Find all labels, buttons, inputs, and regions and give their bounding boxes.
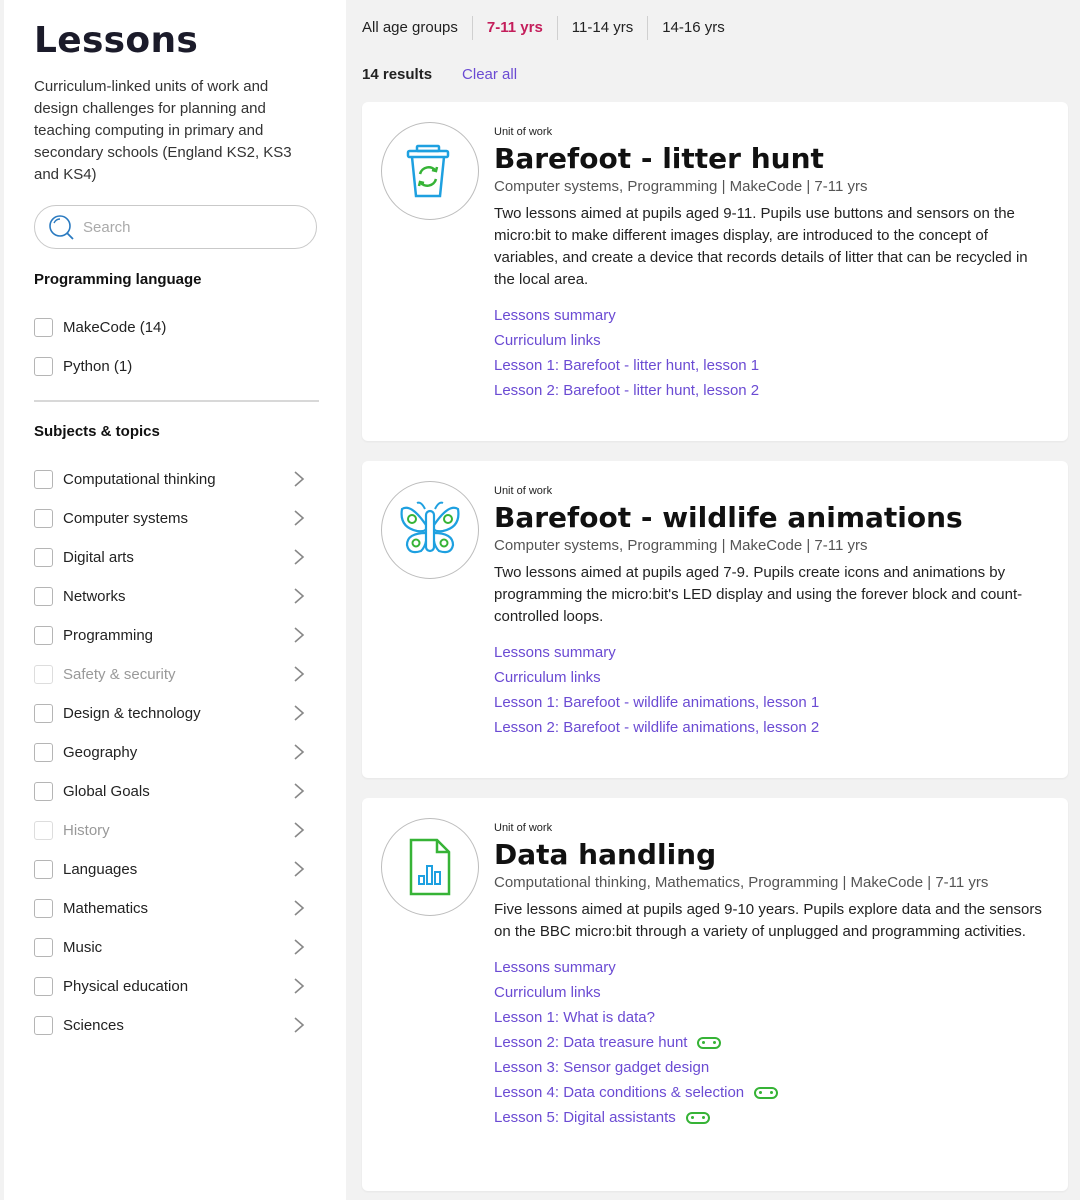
- chevron-right-icon[interactable]: [292, 821, 306, 839]
- card-meta: Computational thinking, Mathematics, Programming | MakeCode | 7-11 yrs: [494, 874, 989, 891]
- chevron-right-icon[interactable]: [292, 938, 306, 956]
- lesson-link-label: Lesson 1: Barefoot - litter hunt, lesson 1: [494, 357, 760, 374]
- language-filter-list: [34, 308, 318, 386]
- lesson-link-label: Lesson 5: Digital assistants: [494, 1109, 676, 1126]
- lesson-link[interactable]: [494, 690, 1050, 715]
- lesson-link-label: Curriculum links: [494, 984, 601, 1001]
- lesson-link-label: Lesson 2: Barefoot - wildlife animations, lesson 2: [494, 719, 820, 736]
- filter-option-music[interactable]: [34, 928, 318, 967]
- card-body: [494, 485, 1050, 740]
- lesson-link[interactable]: [494, 1105, 1050, 1130]
- filter-sidebar: [4, 0, 346, 1200]
- chevron-right-icon[interactable]: [292, 1016, 306, 1034]
- filter-option-computer-systems[interactable]: [34, 499, 318, 538]
- filter-option-label: Languages: [63, 861, 138, 878]
- card-links: [494, 303, 1050, 403]
- filter-option-label: History: [63, 822, 110, 839]
- lesson-card: [362, 461, 1068, 778]
- chevron-right-icon[interactable]: [292, 899, 306, 917]
- filter-option-label: Design & technology: [63, 705, 201, 722]
- chevron-right-icon[interactable]: [292, 782, 306, 800]
- card-kicker: Unit of work: [494, 822, 553, 834]
- filter-option-history[interactable]: [34, 811, 318, 850]
- chevron-right-icon[interactable]: [292, 587, 306, 605]
- microbit-icon: [754, 1087, 778, 1099]
- checkbox[interactable]: [34, 357, 53, 376]
- lesson-link[interactable]: [494, 955, 1050, 980]
- card-body: [494, 126, 1050, 403]
- card-kicker: Unit of work: [494, 485, 553, 497]
- filter-option-python-1[interactable]: [34, 347, 318, 386]
- checkbox[interactable]: [34, 743, 53, 762]
- filter-option-label: Computational thinking: [63, 471, 216, 488]
- page-title: Lessons: [34, 20, 199, 61]
- chevron-right-icon[interactable]: [292, 470, 306, 488]
- filter-option-label: Sciences: [63, 1017, 124, 1034]
- filter-option-label: Physical education: [63, 978, 189, 995]
- programming-language-heading: Programming language: [34, 271, 202, 288]
- sidebar-divider: [34, 400, 319, 402]
- chevron-right-icon[interactable]: [292, 626, 306, 644]
- filter-option-label: Mathematics: [63, 900, 149, 917]
- subject-filter-list: [34, 460, 318, 1045]
- filter-option-digital-arts[interactable]: [34, 538, 318, 577]
- checkbox[interactable]: [34, 318, 53, 337]
- checkbox[interactable]: [34, 1016, 53, 1035]
- filter-option-label: Digital arts: [63, 549, 134, 566]
- chevron-right-icon[interactable]: [292, 704, 306, 722]
- card-links: [494, 955, 1050, 1130]
- search-box[interactable]: [34, 205, 317, 249]
- filter-option-languages[interactable]: [34, 850, 318, 889]
- lesson-link-label: Lesson 2: Data treasure hunt: [494, 1034, 688, 1051]
- chevron-right-icon[interactable]: [292, 665, 306, 683]
- filter-option-sciences[interactable]: [34, 1006, 318, 1045]
- checkbox[interactable]: [34, 977, 53, 996]
- filter-option-label: Safety & security: [63, 666, 176, 683]
- lesson-link[interactable]: [494, 1080, 1050, 1105]
- checkbox[interactable]: [34, 821, 53, 840]
- card-description: Two lessons aimed at pupils aged 9-11. Pupils use buttons and sensors on the micro:bit to make different images display, are introduced to the concept of variables, and create a device that records details of litter that can be recycled in the local area.: [494, 205, 1028, 288]
- card-title[interactable]: Data handling: [494, 838, 717, 871]
- filter-option-label: Networks: [63, 588, 126, 605]
- tab-all-age-groups[interactable]: All age groups: [362, 19, 458, 36]
- lesson-link-label: Curriculum links: [494, 332, 601, 349]
- card-title[interactable]: Barefoot - wildlife animations: [494, 501, 963, 534]
- checkbox[interactable]: [34, 938, 53, 957]
- lesson-link-label: Lesson 1: What is data?: [494, 1009, 655, 1026]
- lesson-link-label: Lessons summary: [494, 959, 616, 976]
- chevron-right-icon[interactable]: [292, 977, 306, 995]
- lesson-link-label: Lessons summary: [494, 307, 616, 324]
- filter-option-physical-education[interactable]: [34, 967, 318, 1006]
- checkbox[interactable]: [34, 587, 53, 606]
- microbit-icon: [697, 1037, 721, 1049]
- filter-option-label: Geography: [63, 744, 138, 761]
- filter-option-label: Programming: [63, 627, 154, 644]
- lesson-link[interactable]: [494, 353, 1050, 378]
- card-meta: Computer systems, Programming | MakeCode | 7-11 yrs: [494, 537, 868, 554]
- tab-14-16-yrs[interactable]: 14-16 yrs: [647, 16, 739, 40]
- subjects-heading: Subjects & topics: [34, 423, 160, 440]
- filter-option-design-technology[interactable]: [34, 694, 318, 733]
- lesson-link-label: Lesson 3: Sensor gadget design: [494, 1059, 710, 1076]
- checkbox[interactable]: [34, 548, 53, 567]
- filter-option-label: Python (1): [63, 358, 133, 375]
- checkbox[interactable]: [34, 665, 53, 684]
- filter-option-mathematics[interactable]: [34, 889, 318, 928]
- checkbox[interactable]: [34, 782, 53, 801]
- lesson-card: [362, 798, 1068, 1191]
- results-main: [362, 0, 1068, 1126]
- lesson-card: [362, 102, 1068, 441]
- tab-11-14-yrs[interactable]: 11-14 yrs: [557, 16, 647, 40]
- microbit-icon: [686, 1112, 710, 1124]
- chevron-right-icon[interactable]: [292, 860, 306, 878]
- card-body: [494, 822, 1050, 1130]
- lesson-link[interactable]: [494, 303, 1050, 328]
- search-icon: [47, 213, 75, 241]
- lesson-link-label: Lesson 2: Barefoot - litter hunt, lesson 2: [494, 382, 760, 399]
- filter-option-safety-security[interactable]: [34, 655, 318, 694]
- filter-option-networks[interactable]: [34, 577, 318, 616]
- lesson-link-label: Lessons summary: [494, 644, 616, 661]
- card-links: [494, 640, 1050, 740]
- filter-option-geography[interactable]: [34, 733, 318, 772]
- filter-option-makecode-14[interactable]: [34, 308, 318, 347]
- checkbox[interactable]: [34, 626, 53, 645]
- filter-option-label: Music: [63, 939, 103, 956]
- lesson-link[interactable]: [494, 640, 1050, 665]
- lesson-link[interactable]: [494, 665, 1050, 690]
- chart-document-icon: [381, 818, 479, 916]
- results-summary: [362, 56, 1068, 92]
- checkbox[interactable]: [34, 899, 53, 918]
- lesson-link[interactable]: [494, 328, 1050, 353]
- checkbox[interactable]: [34, 509, 53, 528]
- tab-7-11-yrs[interactable]: 7-11 yrs: [472, 16, 557, 40]
- page-intro: Curriculum-linked units of work and design challenges for planning and teaching computing in primary and secondary schools (England KS2, KS3 and KS4): [34, 78, 292, 183]
- filter-option-label: MakeCode (14): [63, 319, 167, 336]
- card-meta: Computer systems, Programming | MakeCode | 7-11 yrs: [494, 178, 868, 195]
- lesson-link[interactable]: [494, 980, 1050, 1005]
- search-input[interactable]: [83, 219, 283, 236]
- butterfly-icon: [381, 481, 479, 579]
- checkbox[interactable]: [34, 704, 53, 723]
- chevron-right-icon[interactable]: [292, 509, 306, 527]
- chevron-right-icon[interactable]: [292, 743, 306, 761]
- filter-option-label: Global Goals: [63, 783, 150, 800]
- lesson-link[interactable]: [494, 715, 1050, 740]
- filter-option-programming[interactable]: [34, 616, 318, 655]
- card-title[interactable]: Barefoot - litter hunt: [494, 142, 824, 175]
- lesson-link[interactable]: [494, 1005, 1050, 1030]
- recycling-bin-icon: [381, 122, 479, 220]
- results-count: 14 results: [362, 65, 433, 83]
- card-kicker: Unit of work: [494, 126, 553, 138]
- age-group-tabs: [362, 0, 1068, 56]
- filter-option-global-goals[interactable]: [34, 772, 318, 811]
- clear-all-link[interactable]: Clear all: [462, 65, 518, 83]
- lesson-link-label: Curriculum links: [494, 669, 601, 686]
- checkbox[interactable]: [34, 860, 53, 879]
- checkbox[interactable]: [34, 470, 53, 489]
- lesson-link-label: Lesson 1: Barefoot - wildlife animations, lesson 1: [494, 694, 820, 711]
- filter-option-label: Computer systems: [63, 510, 189, 527]
- card-description: Five lessons aimed at pupils aged 9-10 years. Pupils explore data and the sensors on the BBC micro:bit through a variety of unplugged and programming activities.: [494, 901, 1042, 940]
- lesson-link[interactable]: [494, 1055, 1050, 1080]
- lesson-link[interactable]: [494, 378, 1050, 403]
- chevron-right-icon[interactable]: [292, 548, 306, 566]
- card-description: Two lessons aimed at pupils aged 7-9. Pupils create icons and animations by programming the micro:bit's LED display and using the forever block and count-controlled loops.: [494, 564, 1023, 625]
- filter-option-computational-thinking[interactable]: [34, 460, 318, 499]
- lesson-link-label: Lesson 4: Data conditions & selection: [494, 1084, 745, 1101]
- lesson-link[interactable]: [494, 1030, 1050, 1055]
